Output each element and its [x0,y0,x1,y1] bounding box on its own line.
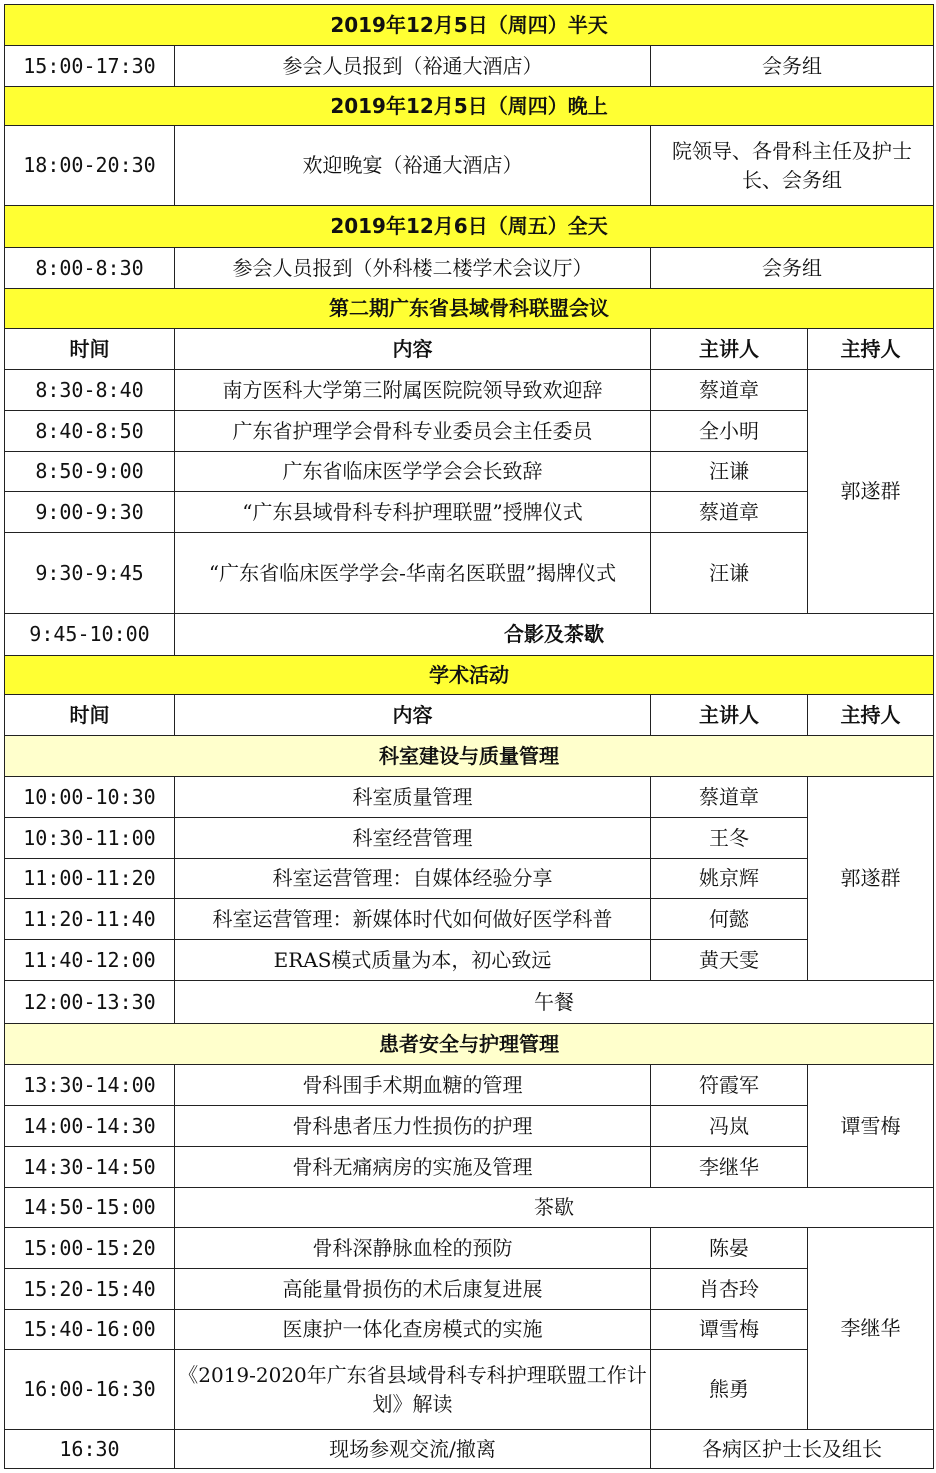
table-row [5,1228,934,1269]
section-title-day1-evening: 2019年12月5日（周四）晚上 [5,87,934,126]
section-row [5,656,934,695]
speaker-cell: 黄天雯 [651,940,808,981]
content-cell: ERAS模式质量为本，初心致远 [175,940,651,981]
time-cell: 15:40-16:00 [5,1310,175,1350]
speaker-cell: 蔡道章 [651,777,808,818]
speaker-cell: 蔡道章 [651,370,808,411]
table-row [5,411,934,452]
time-cell: 8:00-8:30 [5,248,175,289]
header-speaker: 主讲人 [651,329,808,370]
host-cell: 谭雪梅 [808,1065,934,1188]
speaker-cell: 陈晏 [651,1228,808,1269]
break-cell: 午餐 [175,981,934,1024]
break-row [5,614,934,656]
table-row [5,859,934,899]
time-cell: 14:50-15:00 [5,1188,175,1228]
time-cell: 11:20-11:40 [5,899,175,940]
time-cell: 14:00-14:30 [5,1106,175,1147]
host-cell: 李继华 [808,1228,934,1430]
content-cell: 科室运营管理：自媒体经验分享 [175,859,651,899]
time-cell: 11:40-12:00 [5,940,175,981]
header-content: 内容 [175,695,651,736]
table-row [5,492,934,533]
time-cell: 13:30-14:00 [5,1065,175,1106]
time-cell: 8:30-8:40 [5,370,175,411]
time-cell: 9:45-10:00 [5,614,175,656]
content-cell: 医康护一体化查房模式的实施 [175,1310,651,1350]
section-title-academic: 学术活动 [5,656,934,695]
content-cell: 广东省护理学会骨科专业委员会主任委员 [175,411,651,452]
content-cell: 高能量骨损伤的术后康复进展 [175,1269,651,1310]
time-cell: 9:00-9:30 [5,492,175,533]
time-cell: 14:30-14:50 [5,1147,175,1188]
speaker-cell: 谭雪梅 [651,1310,808,1350]
speaker-cell: 王冬 [651,818,808,859]
content-cell: 骨科围手术期血糖的管理 [175,1065,651,1106]
section-title-meeting: 第二期广东省县域骨科联盟会议 [5,289,934,329]
header-time: 时间 [5,695,175,736]
table-row [5,1065,934,1106]
time-cell: 16:30 [5,1430,175,1469]
content-cell: 广东省临床医学学会会长致辞 [175,452,651,492]
content-cell: “广东县域骨科专科护理联盟”授牌仪式 [175,492,651,533]
time-cell: 9:30-9:45 [5,533,175,614]
time-cell: 10:30-11:00 [5,818,175,859]
table-row [5,126,934,206]
header-host: 主持人 [808,329,934,370]
time-cell: 11:00-11:20 [5,859,175,899]
section-title-day1-half: 2019年12月5日（周四）半天 [5,5,934,46]
break-row [5,1188,934,1228]
break-cell: 合影及茶歇 [175,614,934,656]
speaker-cell: 蔡道章 [651,492,808,533]
topic-row [5,1024,934,1065]
time-cell: 10:00-10:30 [5,777,175,818]
section-row [5,289,934,329]
table-row [5,248,934,289]
table-row [5,533,934,614]
speaker-cell: 汪谦 [651,452,808,492]
table-row [5,1147,934,1188]
section-title-day2: 2019年12月6日（周五）全天 [5,206,934,248]
time-cell: 8:40-8:50 [5,411,175,452]
content-cell: 科室运营管理：新媒体时代如何做好医学科普 [175,899,651,940]
content-cell: 现场参观交流/撤离 [175,1430,651,1469]
owner-cell: 会务组 [651,248,934,289]
time-cell: 18:00-20:30 [5,126,175,206]
content-cell: 南方医科大学第三附属医院院领导致欢迎辞 [175,370,651,411]
time-cell: 15:00-15:20 [5,1228,175,1269]
table-row [5,940,934,981]
content-cell: 《2019-2020年广东省县域骨科专科护理联盟工作计划》解读 [175,1350,651,1430]
table-row [5,899,934,940]
table-row [5,1106,934,1147]
content-cell: 参会人员报到（外科楼二楼学术会议厅） [175,248,651,289]
table-row [5,1430,934,1469]
host-cell: 郭遂群 [808,370,934,614]
header-time: 时间 [5,329,175,370]
speaker-cell: 冯岚 [651,1106,808,1147]
content-cell: 骨科无痛病房的实施及管理 [175,1147,651,1188]
table-row [5,1310,934,1350]
content-cell: 科室经营管理 [175,818,651,859]
content-cell: 骨科深静脉血栓的预防 [175,1228,651,1269]
header-row [5,695,934,736]
speaker-cell: 姚京辉 [651,859,808,899]
section-row [5,87,934,126]
time-cell: 16:00-16:30 [5,1350,175,1430]
header-speaker: 主讲人 [651,695,808,736]
break-cell: 茶歇 [175,1188,934,1228]
topic-title-safety: 患者安全与护理管理 [5,1024,934,1065]
owner-cell: 会务组 [651,46,934,87]
speaker-cell: 全小明 [651,411,808,452]
table-row [5,818,934,859]
table-row [5,46,934,87]
table-row [5,370,934,411]
table-row [5,1350,934,1430]
speaker-cell: 汪谦 [651,533,808,614]
content-cell: 科室质量管理 [175,777,651,818]
section-row [5,206,934,248]
content-cell: 骨科患者压力性损伤的护理 [175,1106,651,1147]
host-cell: 郭遂群 [808,777,934,981]
header-content: 内容 [175,329,651,370]
table-row [5,1269,934,1310]
time-cell: 15:20-15:40 [5,1269,175,1310]
speaker-cell: 符霞军 [651,1065,808,1106]
time-cell: 15:00-17:30 [5,46,175,87]
time-cell: 12:00-13:30 [5,981,175,1024]
content-cell: 欢迎晚宴（裕通大酒店） [175,126,651,206]
owner-cell: 各病区护士长及组长 [651,1430,934,1469]
owner-cell: 院领导、各骨科主任及护士长、会务组 [651,126,934,206]
speaker-cell: 何懿 [651,899,808,940]
header-row [5,329,934,370]
topic-title-quality: 科室建设与质量管理 [5,736,934,777]
section-row [5,5,934,46]
speaker-cell: 肖杏玲 [651,1269,808,1310]
content-cell: 参会人员报到（裕通大酒店） [175,46,651,87]
content-cell: “广东省临床医学学会-华南名医联盟”揭牌仪式 [175,533,651,614]
topic-row [5,736,934,777]
speaker-cell: 李继华 [651,1147,808,1188]
speaker-cell: 熊勇 [651,1350,808,1430]
time-cell: 8:50-9:00 [5,452,175,492]
break-row [5,981,934,1024]
table-row [5,777,934,818]
header-host: 主持人 [808,695,934,736]
table-row [5,452,934,492]
schedule-table [4,4,934,1469]
